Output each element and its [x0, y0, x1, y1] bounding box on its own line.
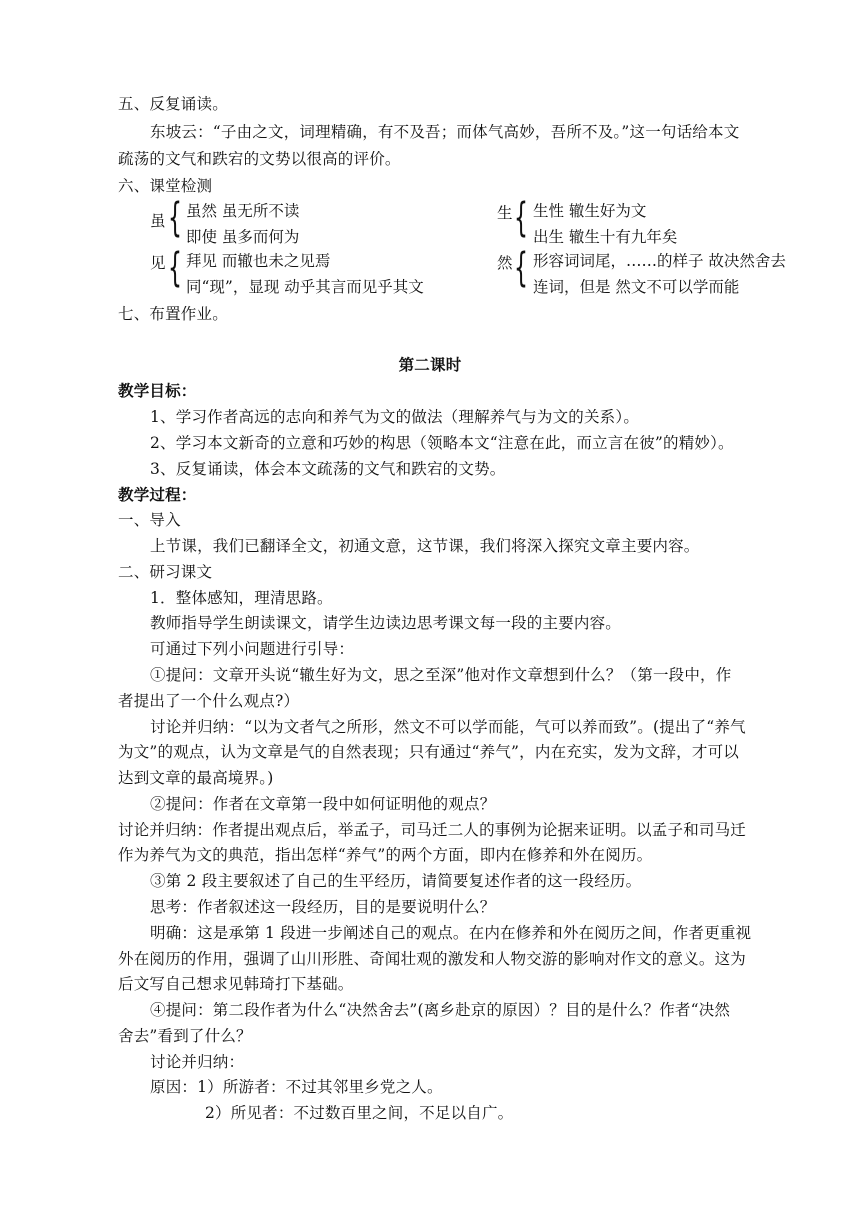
brace-icon: {	[514, 195, 528, 241]
quiz-meaning: 即使 虽多而何为	[186, 228, 300, 246]
section5-paragraph-line: 东坡云：“子由之文，词理精确，有不及吾；而体气高妙，吾所不及。”这一句话给本文	[150, 123, 740, 141]
brace-icon: {	[514, 245, 528, 291]
reason-line: 原因：1）所游者：不过其邻里乡党之人。	[150, 1078, 443, 1096]
quiz-char: 然	[497, 254, 513, 272]
process-heading: 教学过程：	[118, 485, 197, 504]
section5-heading: 五、反复诵读。	[118, 95, 228, 113]
quiz-meaning: 同“现”，显现 动乎其言而见乎其文	[186, 278, 424, 296]
study-heading: 二、研习课文	[118, 563, 213, 581]
quiz-meaning: 出生 辙生十有九年矣	[533, 228, 678, 246]
quiz-meaning: 拜见 而辙也未之见焉	[186, 252, 331, 270]
brace-icon: {	[168, 245, 182, 291]
brace-icon: {	[168, 195, 182, 241]
study-text: 可通过下列小问题进行引导：	[150, 640, 355, 658]
goals-heading: 教学目标：	[118, 381, 197, 400]
answer-line: 外在阅历的作用，强调了山川形胜、奇闻壮观的激发和人物交游的影响对作文的意义。这为	[118, 950, 747, 968]
goal-item: 2、学习本文新奇的立意和巧妙的构思（领略本文“注意在此，而立言在彼”的精妙）。	[150, 434, 734, 452]
thinking-line: 思考：作者叙述这一段经历，目的是要说明什么？	[150, 898, 496, 916]
quiz-meaning: 虽然 虽无所不读	[186, 202, 300, 220]
quiz-meaning: 生性 辙生好为文	[533, 202, 647, 220]
question-line: ①提问：文章开头说“辙生好为文，思之至深”他对作文章想到什么？（第一段中，作	[150, 666, 732, 684]
section5-paragraph-line: 疏荡的文气和跌宕的文势以很高的评价。	[118, 150, 401, 168]
answer-line: 后文写自己想求见韩琦打下基础。	[118, 975, 354, 993]
question-line: ②提问：作者在文章第一段中如何证明他的观点？	[150, 795, 496, 813]
reason-line: 2）所见者：不过数百里之间，不足以自广。	[205, 1104, 514, 1122]
quiz-char: 生	[497, 204, 513, 222]
study-text: 教师指导学生朗读课文，请学生边读边思考课文每一段的主要内容。	[150, 614, 622, 632]
study-step: 1．整体感知，理清思路。	[150, 589, 333, 607]
intro-text: 上节课，我们已翻译全文，初通文意，这节课，我们将深入探究文章主要内容。	[150, 537, 700, 555]
goal-item: 3、反复诵读，体会本文疏荡的文气和跌宕的文势。	[150, 460, 506, 478]
discussion-line: 讨论并归纳：作者提出观点后，举孟子，司马迁二人的事例为论据来证明。以孟子和司马迁	[118, 821, 747, 839]
quiz-meaning: 连词，但是 然文不可以学而能	[533, 278, 740, 296]
question-line: ③第 2 段主要叙述了自己的生平经历，请简要复述作者的这一段经历。	[150, 872, 642, 890]
question-line: 舍去”看到了什么？	[118, 1027, 252, 1045]
discussion-line: 达到文章的最高境界。)	[118, 769, 274, 787]
quiz-char: 虽	[150, 212, 166, 230]
lesson-title: 第二课时	[398, 355, 462, 374]
goal-item: 1、学习作者高远的志向和养气为文的做法（理解养气与为文的关系）。	[150, 408, 640, 426]
quiz-char: 见	[150, 254, 166, 272]
quiz-meaning: 形容词词尾，……的样子 故决然舍去	[533, 252, 786, 270]
discussion-heading: 讨论并归纳：	[150, 1053, 245, 1071]
answer-line: 明确：这是承第 1 段进一步阐述自己的观点。在内在修养和外在阅历之间，作者更重视	[150, 924, 752, 942]
discussion-line: 为文”的观点，认为文章是气的自然表现；只有通过“养气”，内在充实，发为文辞，才可以	[118, 743, 739, 761]
discussion-line: 作为养气为文的典范，指出怎样“养气”的两个方面，即内在修养和外在阅历。	[118, 846, 653, 864]
section6-heading: 六、课堂检测	[118, 177, 213, 195]
question-line: ④提问：第二段作者为什么“决然舍去”(离乡赴京的原因）？目的是什么？作者“决然	[150, 1001, 731, 1019]
intro-heading: 一、导入	[118, 511, 181, 529]
discussion-line: 讨论并归纳：“以为文者气之所形，然文不可以学而能，气可以养而致”。(提出了“养气	[150, 718, 746, 736]
question-line: 者提出了一个什么观点?）	[118, 692, 300, 710]
section7-heading: 七、布置作业。	[118, 305, 228, 323]
